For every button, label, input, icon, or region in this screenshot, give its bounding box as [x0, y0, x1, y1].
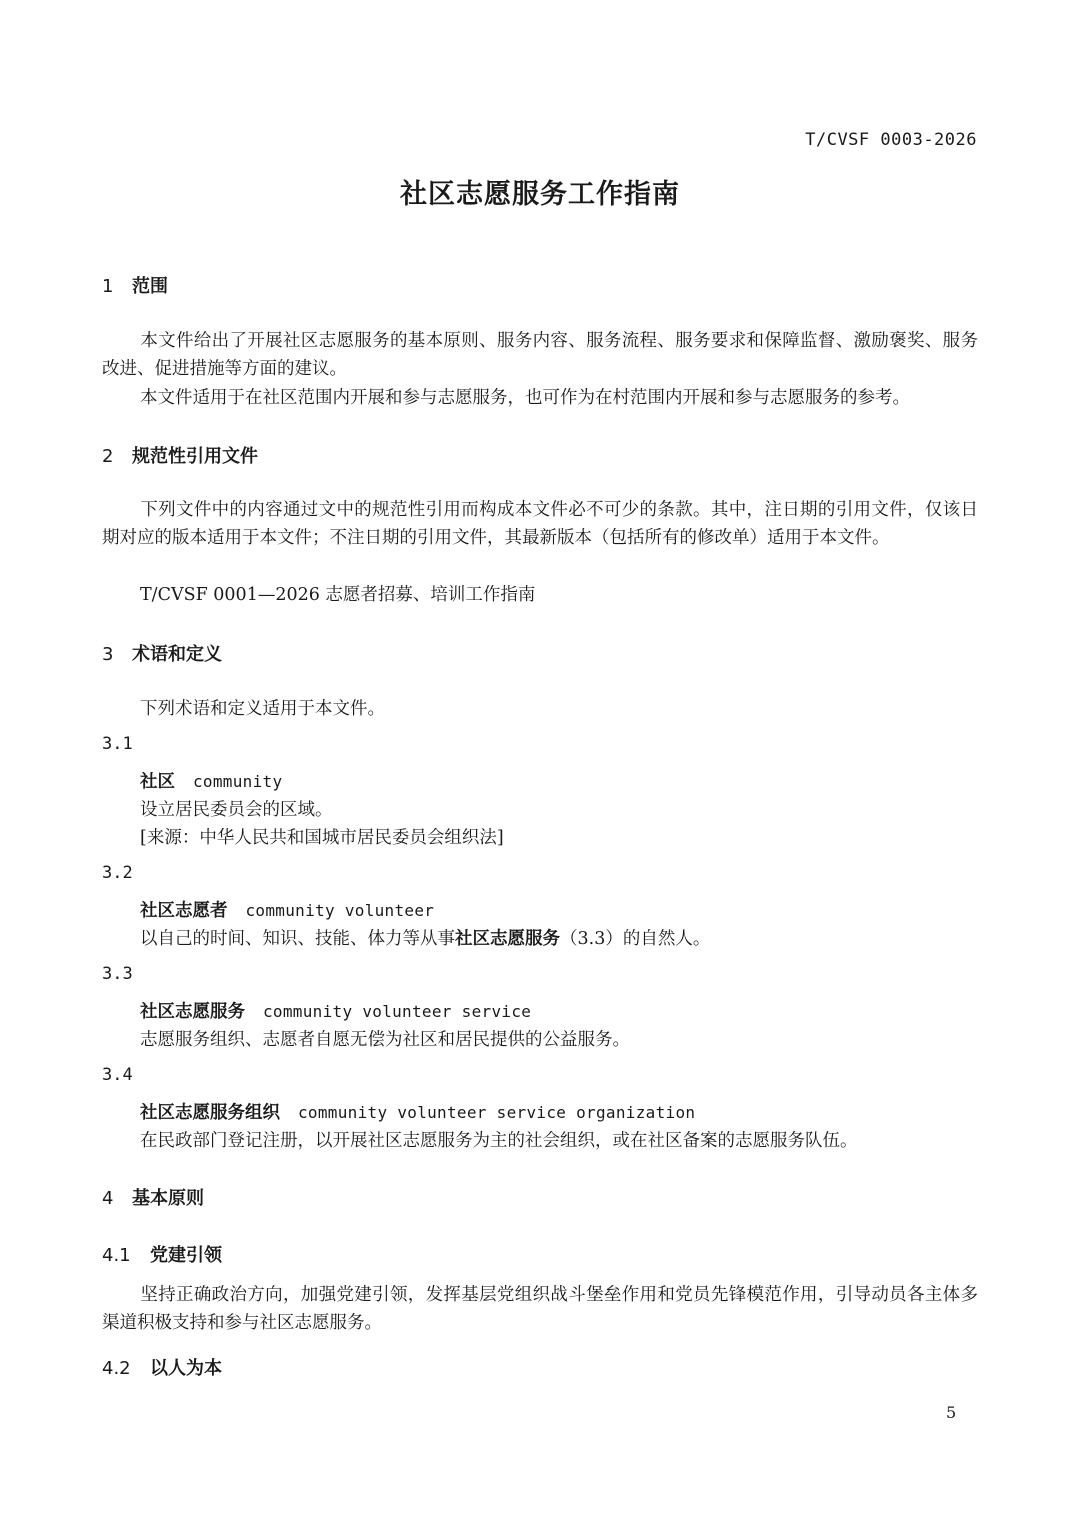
page-number: 5	[946, 1403, 957, 1422]
term-entry	[140, 897, 434, 922]
term-number: 3.1	[102, 734, 133, 754]
section-number: 1	[102, 276, 114, 297]
section-title: 范围	[132, 276, 168, 297]
term-en: community volunteer	[245, 901, 435, 920]
section-3-heading	[102, 640, 222, 666]
section-title: 规范性引用文件	[132, 446, 258, 467]
subsection-4-1-heading	[102, 1241, 222, 1267]
standard-code: T/CVSF 0003-2026	[805, 130, 977, 150]
section-1-heading	[102, 272, 168, 298]
document-title: 社区志愿服务工作指南	[400, 179, 680, 210]
subsection-number: 4.1	[102, 1245, 131, 1266]
term-definition: 在民政部门登记注册，以开展社区志愿服务为主的社会组织，或在社区备案的志愿服务队伍。	[140, 1131, 858, 1151]
term-definition: 志愿服务组织、志愿者自愿无偿为社区和居民提供的公益服务。	[140, 1030, 630, 1050]
term-en: community	[193, 772, 283, 791]
term-number: 3.3	[102, 964, 133, 984]
section-title: 术语和定义	[132, 644, 222, 665]
subsection-4-2-heading	[102, 1354, 222, 1380]
subsection-title: 党建引领	[150, 1245, 222, 1266]
term-entry	[140, 768, 282, 793]
section-number: 2	[102, 446, 114, 467]
term-zh: 社区志愿者	[140, 901, 228, 921]
term-zh: 社区志愿服务	[140, 1002, 245, 1022]
term-cross-reference: 社区志愿服务	[455, 929, 560, 949]
term-zh: 社区	[140, 772, 175, 792]
term-definition: 设立居民委员会的区域。	[140, 800, 333, 820]
scope-paragraph-1: 本文件给出了开展社区志愿服务的基本原则、服务内容、服务流程、服务要求和保障监督、激励褒奖、服务改进、促进措施等方面的建议。	[102, 331, 978, 379]
section-4-heading	[102, 1184, 204, 1210]
term-zh: 社区志愿服务组织	[140, 1103, 280, 1123]
term-number: 3.2	[102, 863, 133, 883]
section-title: 基本原则	[132, 1188, 204, 1209]
principle-paragraph: 坚持正确政治方向，加强党建引领，发挥基层党组织战斗堡垒作用和党员先锋模范作用，引导动员各主体多渠道积极支持和参与社区志愿服务。	[102, 1285, 978, 1333]
term-entry	[140, 998, 531, 1023]
term-number: 3.4	[102, 1065, 133, 1085]
subsection-number: 4.2	[102, 1358, 131, 1379]
scope-paragraph-2: 本文件适用于在社区范围内开展和参与志愿服务，也可作为在村范围内开展和参与志愿服务的参考。	[140, 388, 910, 408]
term-entry	[140, 1099, 695, 1124]
section-number: 3	[102, 644, 114, 665]
term-en: community volunteer service	[263, 1002, 532, 1021]
term-en: community volunteer service organization	[298, 1103, 696, 1122]
subsection-title: 以人为本	[150, 1358, 222, 1379]
terms-intro: 下列术语和定义适用于本文件。	[140, 699, 385, 719]
section-number: 4	[102, 1188, 114, 1209]
normative-references-paragraph: 下列文件中的内容通过文中的规范性引用而构成本文件必不可少的条款。其中，注日期的引用文件，仅该日期对应的版本适用于本文件；不注日期的引用文件，其最新版本（包括所有的修改单）适用于本文件。	[102, 500, 978, 548]
section-2-heading	[102, 442, 258, 468]
term-definition: 以自己的时间、知识、技能、体力等从事社区志愿服务（3.3）的自然人。	[140, 929, 711, 949]
term-source: [来源：中华人民共和国城市居民委员会组织法]	[140, 828, 504, 848]
reference-item: T/CVSF 0001—2026 志愿者招募、培训工作指南	[140, 585, 536, 605]
